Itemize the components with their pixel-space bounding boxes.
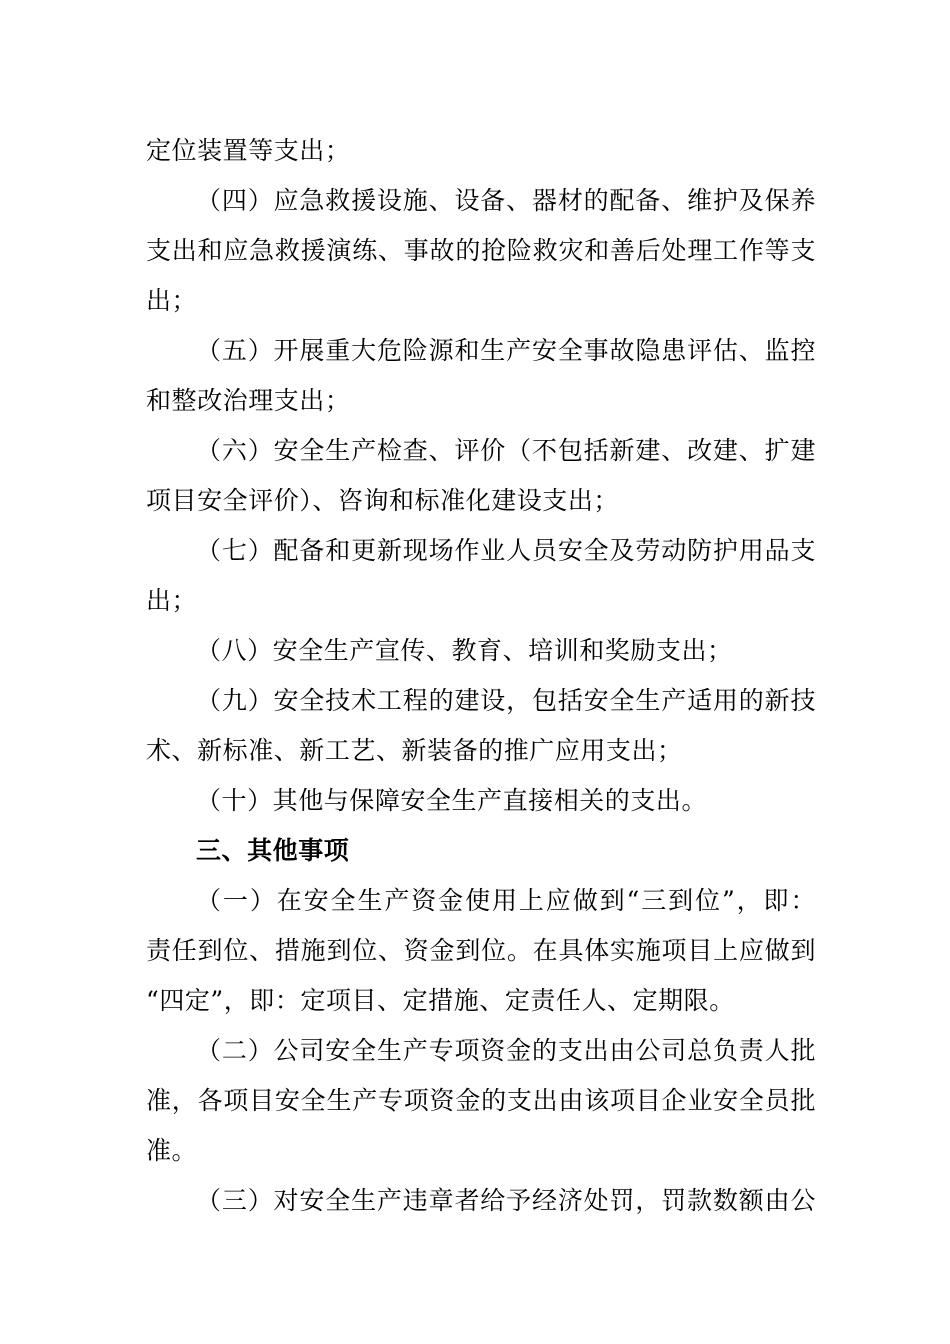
section-heading: 三、其他事项 xyxy=(196,836,350,865)
text-line: 准，各项目安全生产专项资金的支出由该项目企业安全员批 xyxy=(146,1086,816,1115)
text-line: 责任到位、措施到位、资金到位。在具体实施项目上应做到 xyxy=(146,936,816,965)
text-line: 支出和应急救援演练、事故的抢险救灾和善后处理工作等支 xyxy=(146,236,816,265)
text-line: （十）其他与保障安全生产直接相关的支出。 xyxy=(196,786,708,815)
text-line: 定位装置等支出； xyxy=(146,136,351,165)
text-line: （三）对安全生产违章者给予经济处罚，罚款数额由公 xyxy=(196,1186,816,1215)
text-line: 项目安全评价）、咨询和标准化建设支出； xyxy=(146,486,619,515)
text-line: （四）应急救援设施、设备、器材的配备、维护及保养 xyxy=(196,186,816,215)
text-line: 和整改治理支出； xyxy=(146,386,351,415)
text-line: （五）开展重大危险源和生产安全事故隐患评估、监控 xyxy=(196,336,816,365)
text-line: （六）安全生产检查、评价（不包括新建、改建、扩建 xyxy=(196,436,816,465)
text-line: 术、新标准、新工艺、新装备的推广应用支出； xyxy=(146,736,683,765)
text-line: 准。 xyxy=(146,1136,198,1165)
text-line: 出； xyxy=(146,586,198,615)
text-line: （八）安全生产宣传、教育、培训和奖励支出； xyxy=(196,636,733,665)
text-line: “四定”，即：定项目、定措施、定责任人、定期限。 xyxy=(146,986,735,1015)
text-line: （九）安全技术工程的建设，包括安全生产适用的新技 xyxy=(196,686,816,715)
text-line: （七）配备和更新现场作业人员安全及劳动防护用品支 xyxy=(196,536,816,565)
text-line: （一）在安全生产资金使用上应做到“三到位”，即： xyxy=(196,886,816,915)
text-line: 出； xyxy=(146,286,198,315)
text-line: （二）公司安全生产专项资金的支出由公司总负责人批 xyxy=(196,1036,816,1065)
